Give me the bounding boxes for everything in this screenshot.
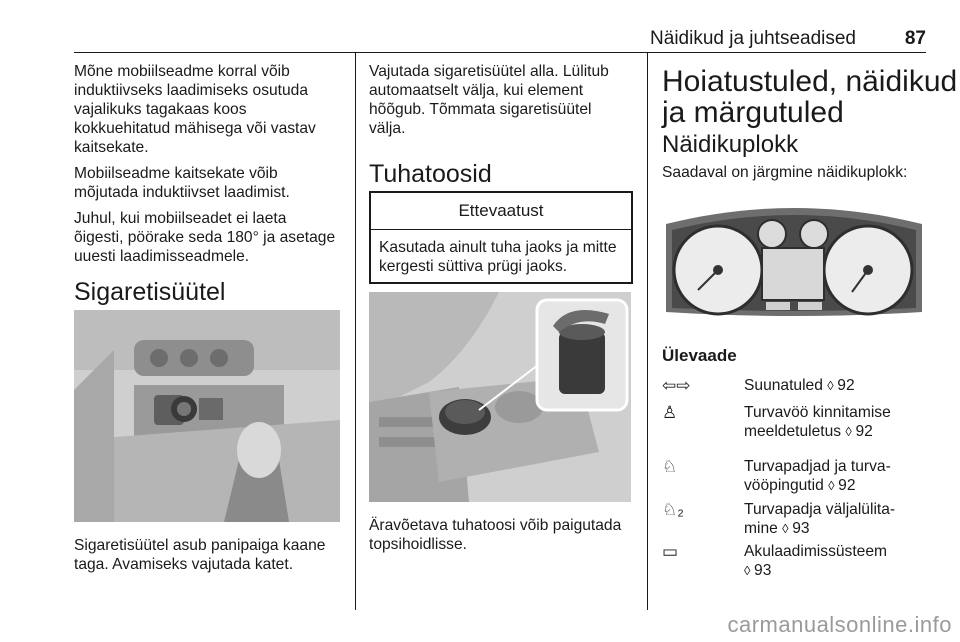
page-ref: 92 xyxy=(837,377,855,394)
indicator-label xyxy=(744,500,895,538)
overview-heading: Ülevaade xyxy=(662,346,737,365)
text-line: Mõne mobiilseadme korral võib xyxy=(74,63,290,80)
page-ref-arrow-icon: ◊ xyxy=(828,478,839,493)
text-line: Vajutada sigaretisüütel alla. Lülitub xyxy=(369,63,609,80)
text-line: vööpingutid xyxy=(744,477,829,494)
page-header xyxy=(74,26,926,50)
text-line: mine xyxy=(744,520,783,537)
text-line: vajalikuks tagakaas koos xyxy=(74,101,247,118)
airbag-deactivation-icon: ♘₂ xyxy=(662,500,684,519)
caution-body xyxy=(371,230,631,284)
text-line: Suunatuled xyxy=(744,377,828,394)
chapter-heading xyxy=(662,66,957,128)
caution-title: Ettevaatust xyxy=(371,193,631,230)
text-line: automaatselt välja, kui element xyxy=(369,82,584,99)
text-line: uuesti laadimisseadmele. xyxy=(74,248,250,265)
left-column xyxy=(74,62,344,273)
text-line: Juhul, kui mobiilseadet ei laeta xyxy=(74,210,287,227)
middle-column xyxy=(369,62,639,145)
page-ref: 93 xyxy=(792,520,810,537)
seatbelt-icon: ♙ xyxy=(662,403,678,422)
page-number: 87 xyxy=(904,28,926,49)
paragraph xyxy=(74,62,344,157)
airbag-icon: ♘ xyxy=(662,457,678,476)
indicator-label xyxy=(744,376,855,395)
page-ref: 93 xyxy=(754,562,772,579)
text-line: taga. Avamiseks vajutada katet. xyxy=(74,556,294,573)
text-line: kaitsekate. xyxy=(74,139,149,156)
text-line: kergesti süttiva prügi jaoks. xyxy=(379,258,568,275)
indicator-label xyxy=(744,403,891,441)
cigarette-lighter-photo xyxy=(74,310,340,522)
heading-line: Hoiatustuled, näidikud xyxy=(662,65,958,98)
page-ref-arrow-icon: ◊ xyxy=(827,378,838,393)
intro-text: Saadaval on järgmine näidikuplokk: xyxy=(662,164,908,181)
text-line: Mobiilseadme kaitsekate võib xyxy=(74,165,278,182)
turn-signal-icon: ⇦⇨ xyxy=(662,376,691,395)
text-line: mõjutada induktiivset laadimist. xyxy=(74,184,290,201)
column-divider xyxy=(647,53,648,610)
page-ref: 92 xyxy=(855,423,873,440)
charging-system-icon: ▭ xyxy=(662,542,679,561)
column-divider xyxy=(355,53,356,610)
page-ref-arrow-icon: ◊ xyxy=(744,563,755,578)
text-line: välja. xyxy=(369,120,406,137)
indicator-label xyxy=(744,457,891,495)
paragraph xyxy=(74,164,344,202)
caption-ashtray xyxy=(369,516,621,554)
text-line: Kasutada ainult tuha jaoks ja mitte xyxy=(379,239,617,256)
text-line: kokkuehitatud mähisega või vastav xyxy=(74,120,316,137)
text-line: Akulaadimissüsteem xyxy=(744,543,888,560)
caution-box xyxy=(369,191,633,284)
page-ref-arrow-icon: ◊ xyxy=(845,424,856,439)
page-ref-arrow-icon: ◊ xyxy=(782,521,793,536)
text-line: hõõgub. Tõmmata sigaretisüütel xyxy=(369,101,592,118)
text-line: meeldetuletus xyxy=(744,423,846,440)
header-rule xyxy=(74,52,926,53)
ashtray-photo xyxy=(369,292,631,502)
subheading-instrument-cluster: Näidikuplokk xyxy=(662,131,799,158)
paragraph xyxy=(74,209,344,266)
text-line: topsihoidlisse. xyxy=(369,536,467,553)
page-ref: 92 xyxy=(838,477,856,494)
instrument-cluster-image xyxy=(662,194,926,320)
watermark: carmanualsonline.info xyxy=(727,612,952,637)
indicator-label xyxy=(744,542,887,580)
text-line: Äravõetava tuhatoosi võib paigutada xyxy=(369,517,622,534)
paragraph xyxy=(369,62,639,138)
caption-cigarette-lighter xyxy=(74,536,325,574)
heading-line: ja märgutuled xyxy=(662,96,844,129)
text-line: Turvavöö kinnitamise xyxy=(744,404,891,421)
text-line: Turvapadja väljalülita- xyxy=(744,501,896,518)
section-heading-cigarette-lighter: Sigaretisüütel xyxy=(74,278,226,306)
section-heading-ashtrays: Tuhatoosid xyxy=(369,160,492,188)
text-line: Turvapadjad ja turva- xyxy=(744,458,891,475)
text-line: induktiivseks laadimiseks osutuda xyxy=(74,82,309,99)
text-line: õigesti, pöörake seda 180° ja asetage xyxy=(74,229,336,246)
header-title: Näidikud ja juhtseadised xyxy=(650,28,856,49)
text-line: Sigaretisüütel asub panipaiga kaane xyxy=(74,537,326,554)
